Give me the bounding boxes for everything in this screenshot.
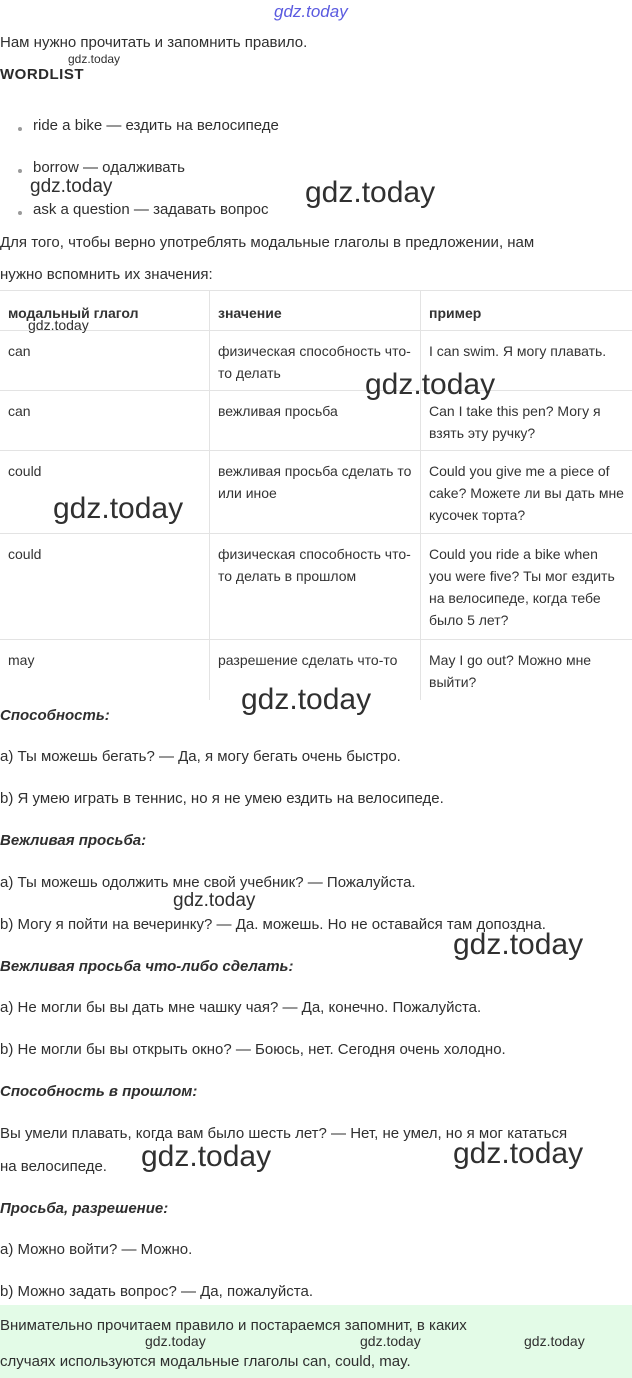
list-item: ask a question — задавать вопрос [33,201,269,218]
table-cell: I can swim. Я могу плавать. [429,343,607,359]
table-cell: May I go out? Можно мне выйти? [429,652,592,690]
example-line: a) Ты можешь одолжить мне свой учебник? — Пожалуйста. [0,874,416,891]
watermark: gdz.today [524,1333,585,1349]
section-heading: Способность в прошлом: [0,1083,198,1100]
example-line: a) Ты можешь бегать? — Да, я могу бегать очень быстро. [0,748,401,765]
table-cell: физическая способность что-то делать [218,343,411,381]
example-line: b) Я умею играть в теннис, но я не умею ездить на велосипеде. [0,790,444,807]
watermark: gdz.today [141,1140,272,1173]
example-line: a) Не могли бы вы дать мне чашку чая? — Да, конечно. Пожалуйста. [0,999,482,1016]
example-line: Вы умели плавать, когда вам было шесть лет? — Нет, не умел, но я мог кататься [0,1125,568,1142]
watermark: gdz.today [173,890,256,911]
paragraph-line: нужно вспомнить их значения: [0,266,213,283]
table-cell: can [8,343,31,359]
table-row [0,330,632,391]
watermark: gdz.today [274,2,348,21]
watermark: gdz.today [28,317,89,333]
table-cell: could [8,463,42,479]
bullet-icon [18,211,22,215]
watermark: gdz.today [365,368,496,401]
list-item: borrow — одалживать [33,159,185,176]
watermark: gdz.today [145,1333,206,1349]
watermark: gdz.today [53,492,184,525]
watermark: gdz.today [453,1137,584,1170]
table-cell: can [8,403,31,419]
table-header-cell: пример [429,305,482,321]
note-line: Внимательно прочитаем правило и постараемся запомнит, в каких [0,1317,467,1334]
table-row [0,390,632,451]
table-cell: could [8,546,42,562]
watermark: gdz.today [305,176,436,209]
paragraph-line: Для того, чтобы верно употреблять модальные глаголы в предложении, нам [0,234,535,251]
table-cell: Could you ride a bike when you were five? Ты мог ездить на велосипеде, когда тебе было 5 лет? [429,546,615,628]
note-line: случаях используются модальные глаголы can, could, may. [0,1353,411,1370]
example-line: b) Могу я пойти на вечеринку? — Да. можешь. Но не оставайся там допоздна. [0,916,546,933]
watermark: gdz.today [360,1333,421,1349]
watermark: gdz.today [30,176,113,197]
wordlist-title: WORDLIST [0,66,84,83]
table-cell: физическая способность что-то делать в прошлом [218,546,411,584]
example-line: b) Не могли бы вы открыть окно? — Боюсь, нет. Сегодня очень холодно. [0,1041,506,1058]
section-heading: Вежливая просьба что-либо сделать: [0,958,294,975]
bullet-icon [18,127,22,131]
intro-text: Нам нужно прочитать и запомнить правило. [0,34,308,51]
section-heading: Просьба, разрешение: [0,1200,169,1217]
watermark: gdz.today [453,928,584,961]
watermark: gdz.today [241,683,372,716]
table-cell: разрешение сделать что-то [218,652,398,668]
table-cell: вежливая просьба [218,403,338,419]
table-header-cell: значение [218,305,282,321]
table-cell: Can I take this pen? Могу я взять эту ручку? [429,403,601,441]
table-header-row [0,290,632,331]
section-heading: Способность: [0,707,110,724]
table-cell: Could you give me a piece of cake? Можете ли вы дать мне кусочек торта? [429,463,624,523]
bullet-icon [18,169,22,173]
example-line: на велосипеде. [0,1158,107,1175]
section-heading: Вежливая просьба: [0,832,147,849]
table-row [0,533,632,640]
watermark: gdz.today [68,52,121,66]
table-header-cell: модальный глагол [8,305,139,321]
table-cell: вежливая просьба сделать то или иное [218,463,412,501]
example-line: b) Можно задать вопрос? — Да, пожалуйста. [0,1283,313,1300]
list-item: ride a bike — ездить на велосипеде [33,117,279,134]
example-line: a) Можно войти? — Можно. [0,1241,193,1258]
table-cell: may [8,652,35,668]
